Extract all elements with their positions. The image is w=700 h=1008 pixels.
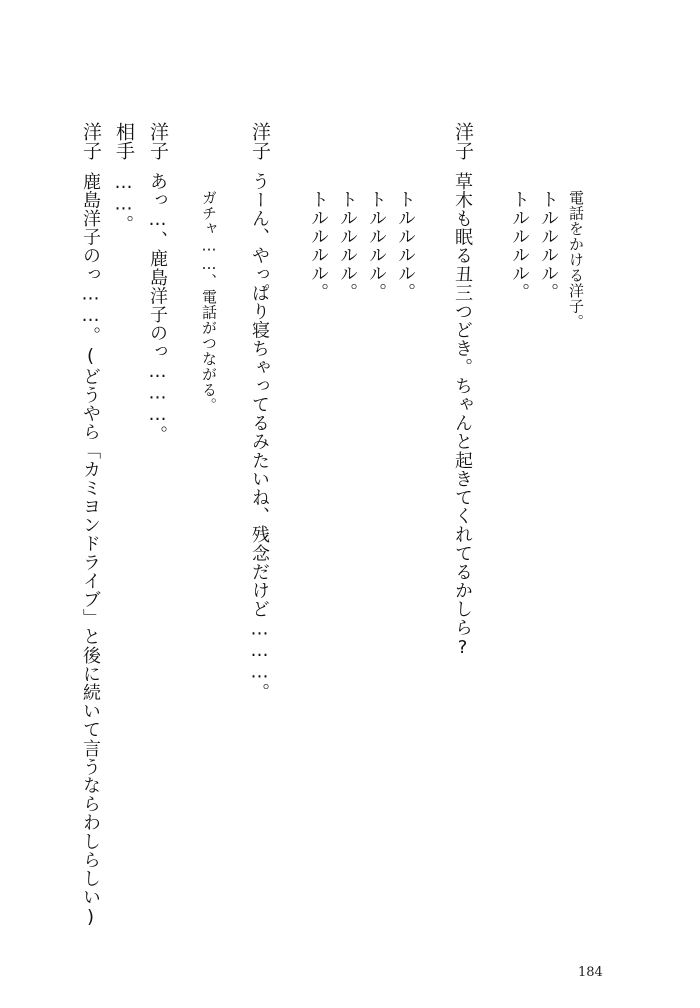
speaker-name: 洋子 [249, 122, 271, 160]
speaker-name: 洋子 [452, 122, 474, 160]
ring-line: トルルルル。 [308, 190, 329, 302]
dialogue-line: あっ…、鹿島洋子のっ………。 [147, 172, 168, 445]
stage-direction-phone-call: 電話をかける洋子。 [567, 190, 585, 330]
speaker-name: 洋子 [147, 122, 169, 160]
ring-line: トルルルル。 [366, 190, 387, 302]
stage-direction-phone-connects: ガチャ……、電話がつながる。 [200, 190, 218, 413]
speaker-name: 洋子 [80, 122, 102, 160]
page-number: 184 [578, 965, 603, 980]
dialogue-line: 草木も眠る丑三つどき。ちゃんと起きてくれてるかしら? [452, 172, 473, 659]
ring-line: トルルルル。 [395, 190, 416, 302]
speaker-name: 相手 [113, 122, 135, 160]
ring-line: トルルルル。 [538, 190, 559, 302]
dialogue-line: ……。 [113, 172, 134, 234]
ring-line: トルルルル。 [337, 190, 358, 302]
ring-line: トルルルル。 [509, 190, 530, 302]
dialogue-line: 鹿島洋子のっ……。(どうやら「カミヨンドライブ」と後に続いて言うならわしらしい) [80, 172, 101, 928]
dialogue-line: うーん、やっぱり寝ちゃってるみたいね、残念だけど………。 [249, 172, 270, 702]
